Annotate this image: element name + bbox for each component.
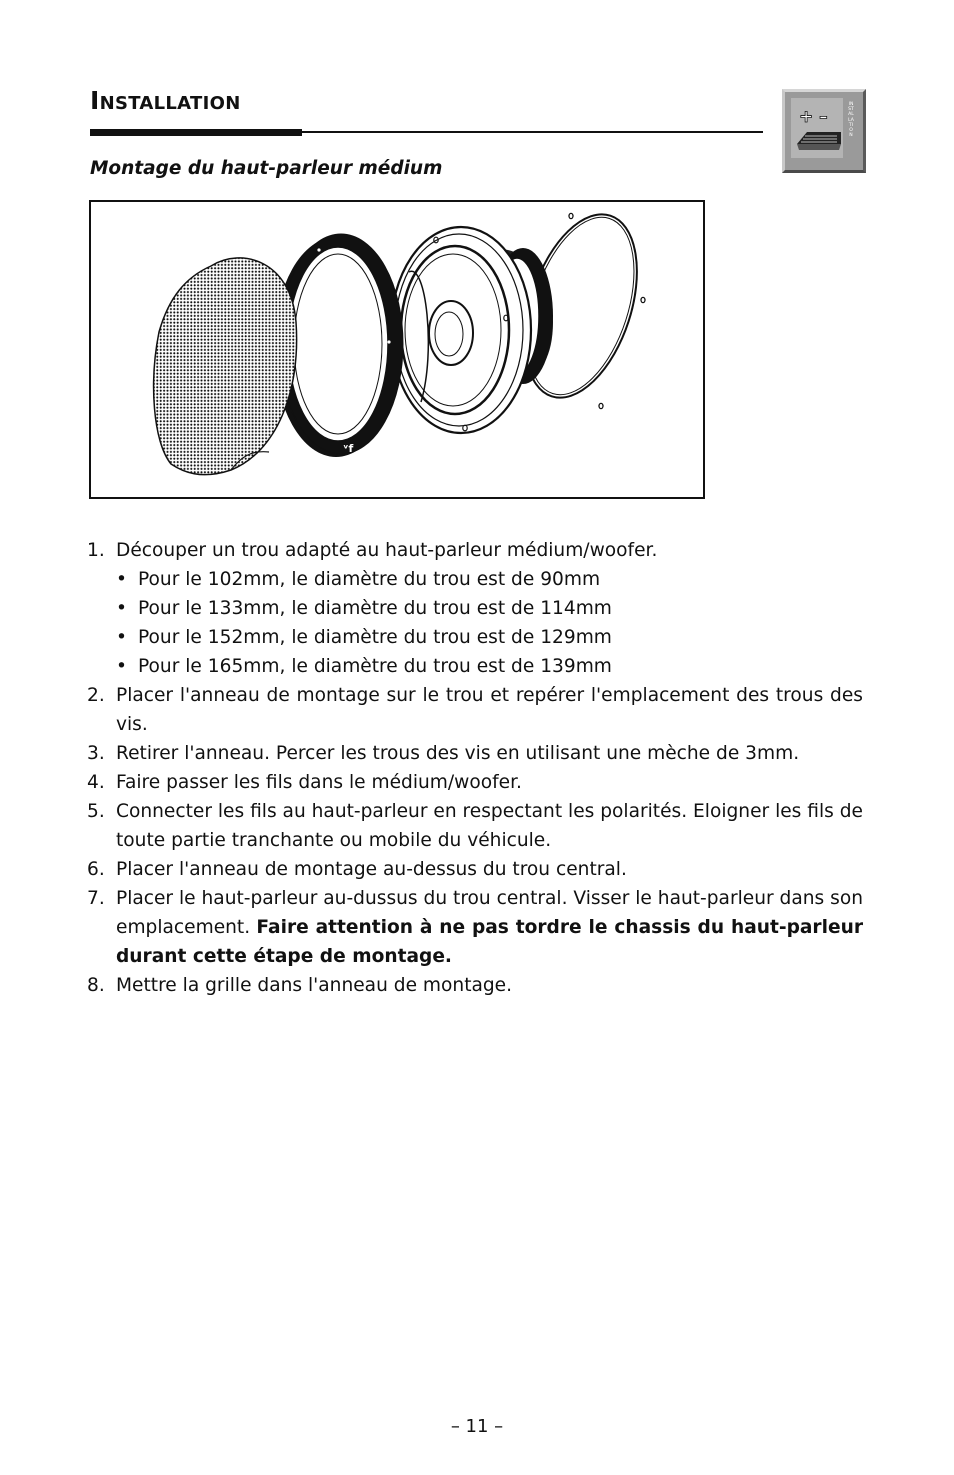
step-item: 6. Placer l'anneau de montage au-dessus du trou central. — [87, 859, 627, 880]
title-rule-thick — [90, 129, 302, 136]
step-item: 7. Placer le haut-parleur au-dussus du trou central. Visser le haut-parleur dans son emplacement. Faire attention à ne pas tordre le chassis du haut-parleur durant cette étape de montage. — [87, 888, 863, 967]
page-title: Installation — [90, 86, 241, 115]
page-number: – 11 – — [450, 1416, 504, 1437]
step-item: 4. Faire passer les fils dans le médium/woofer. — [87, 772, 522, 793]
exploded-speaker-assembly-illustration — [91, 202, 703, 497]
title-rule-thin — [302, 131, 763, 133]
step-item: 1. Découper un trou adapté au haut-parleur médium/woofer. • Pour le 102mm, le diamètre du trou est de 90mm • Pour le 133mm, le diamètre du trou est de 114mm • Pour le 152mm, le diamètre du trou est de 129mm • Pour le 165mm, le diamètre du trou est de 139mm — [87, 536, 863, 681]
section-subtitle: Montage du haut-parleur médium — [90, 158, 443, 179]
warning-text: Faire attention à ne pas tordre le chassis du haut-parleur durant cette étape de montage. — [116, 917, 863, 967]
logo-mark: ᵛf — [343, 442, 354, 455]
speaker-assembly-figure — [89, 200, 705, 499]
polarity-symbols: + – — [799, 107, 828, 127]
step-item: 8. Mettre la grille dans l'anneau de montage. — [87, 975, 513, 996]
hole-size-bullet: • Pour le 152mm, le diamètre du trou est de 129mm — [116, 627, 612, 648]
hole-size-bullet: • Pour le 165mm, le diamètre du trou est de 139mm — [116, 656, 612, 677]
step-item: 3. Retirer l'anneau. Percer les trous des vis en utilisant une mèche de 3mm. — [87, 743, 800, 764]
step-item: 5. Connecter les fils au haut-parleur en respectant les polarités. Eloigner les fils de toute partie tranchante ou mobile du véhicule. — [87, 801, 863, 851]
installation-steps — [87, 536, 863, 1000]
installation-tab-icon — [782, 89, 866, 173]
hole-size-bullet: • Pour le 133mm, le diamètre du trou est de 114mm — [116, 598, 612, 619]
speaker — [391, 227, 553, 433]
tab-vertical-label: INSTALLATION — [848, 102, 854, 139]
hole-size-bullet: • Pour le 102mm, le diamètre du trou est de 90mm — [116, 569, 601, 590]
step-item: 2. Placer l'anneau de montage sur le trou et repérer l'emplacement des trous des vis. — [87, 685, 863, 735]
grille — [146, 242, 306, 482]
